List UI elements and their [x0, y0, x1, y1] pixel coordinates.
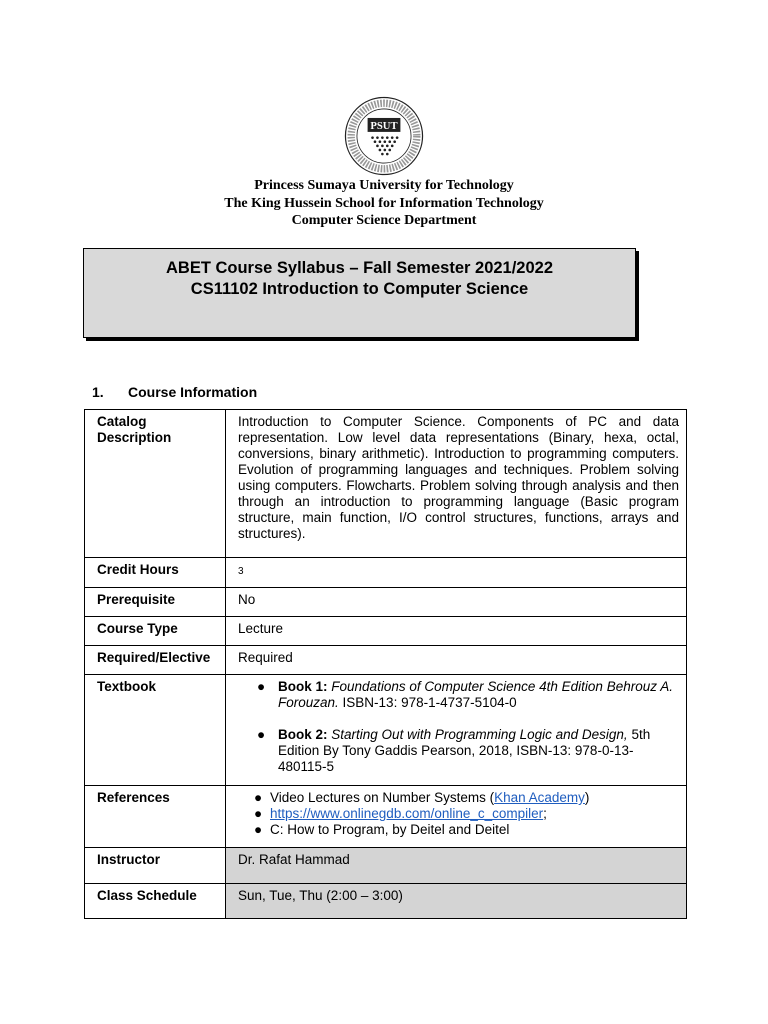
catalog-label: Catalog Description [85, 410, 226, 558]
table-row-credit-hours [85, 558, 687, 588]
section-heading [92, 384, 257, 400]
list-item: ● https://www.onlinegdb.com/online_c_compiler; [254, 806, 547, 821]
course-title: CS11102 Introduction to Computer Science [190, 280, 529, 298]
instructor-label: Instructor [85, 848, 226, 884]
table-row-class-schedule [85, 884, 687, 919]
syllabus-title-box [83, 248, 636, 338]
syllabus-title: ABET Course Syllabus – Fall Semester 2021/2022 [165, 259, 554, 277]
textbook-label: Textbook [85, 675, 226, 786]
catalog-description: Introduction to Computer Science. Components of PC and data representation. Low level data representations (Binary, hexa, octal, conversions, binary arithmetic). Introduction to programming computers. Evolution of programming languages and techniques. Problem solving using computers. Flowcharts. Problem solving through analysis and then through an introduction to programming language (Basic program structure, main function, I/O control structures, functions, arrays and structures). [226, 410, 687, 558]
list-item: ● Book 1: Foundations of Computer Science 4th Edition Behrouz A. Forouzan. ISBN-13: 978-1-4737-5104-0 [257, 679, 673, 710]
book1-title: Foundations of Computer Science 4th Edition Behrouz A. Forouzan. [278, 679, 673, 710]
credit-hours-label: Credit Hours [85, 558, 226, 588]
table-row-catalog [85, 410, 687, 558]
svg-text:PSUT: PSUT [370, 121, 398, 133]
course-type-value: Lecture [226, 617, 687, 646]
khan-academy-link[interactable]: Khan Academy [494, 790, 585, 805]
bullet-icon: ● [257, 679, 266, 694]
course-info-table [84, 409, 687, 919]
table-row-course-type [85, 617, 687, 646]
table-row-required-elective [85, 646, 687, 675]
instructor-value: Dr. Rafat Hammad [226, 848, 687, 884]
department-name: Computer Science Department [291, 213, 477, 228]
textbook-list [238, 679, 679, 775]
school-name: The King Hussein School for Information Technology [224, 195, 544, 211]
prerequisite-value: No [226, 588, 687, 617]
university-name: Princess Sumaya University for Technology [254, 178, 514, 193]
required-elective-label: Required/Elective [85, 646, 226, 675]
references-list [238, 790, 679, 838]
credit-hours-value: 3 [238, 566, 244, 577]
section-title: Course Information [128, 384, 258, 400]
class-schedule-label: Class Schedule [85, 884, 226, 919]
references-label: References [85, 786, 226, 848]
class-schedule-value: Sun, Tue, Thu (2:00 – 3:00) [226, 884, 687, 919]
table-row-references [85, 786, 687, 848]
list-item: ● Book 2: Starting Out with Programming Logic and Design, 5th Edition By Tony Gaddis Pearson, 2018, ISBN-13: 978-0-13-480115-5 [257, 727, 651, 774]
onlinegdb-link[interactable]: https://www.onlinegdb.com/online_c_compiler [270, 806, 544, 821]
university-logo [343, 95, 425, 177]
bullet-icon: ● [254, 806, 263, 821]
institution-heading [0, 177, 768, 230]
required-elective-value: Required [226, 646, 687, 675]
bullet-icon: ● [254, 822, 263, 837]
prerequisite-label: Prerequisite [85, 588, 226, 617]
bullet-icon: ● [257, 727, 266, 742]
list-item: ● C: How to Program, by Deitel and Deitel [254, 822, 510, 837]
table-row-instructor [85, 848, 687, 884]
list-item: ● Video Lectures on Number Systems (Khan Academy) [254, 790, 590, 805]
bullet-icon: ● [254, 790, 263, 805]
book2-title: Starting Out with Programming Logic and Design, [331, 727, 628, 742]
course-type-label: Course Type [85, 617, 226, 646]
section-number: 1. [92, 384, 104, 400]
table-row-prerequisite [85, 588, 687, 617]
table-row-textbook [85, 675, 687, 786]
